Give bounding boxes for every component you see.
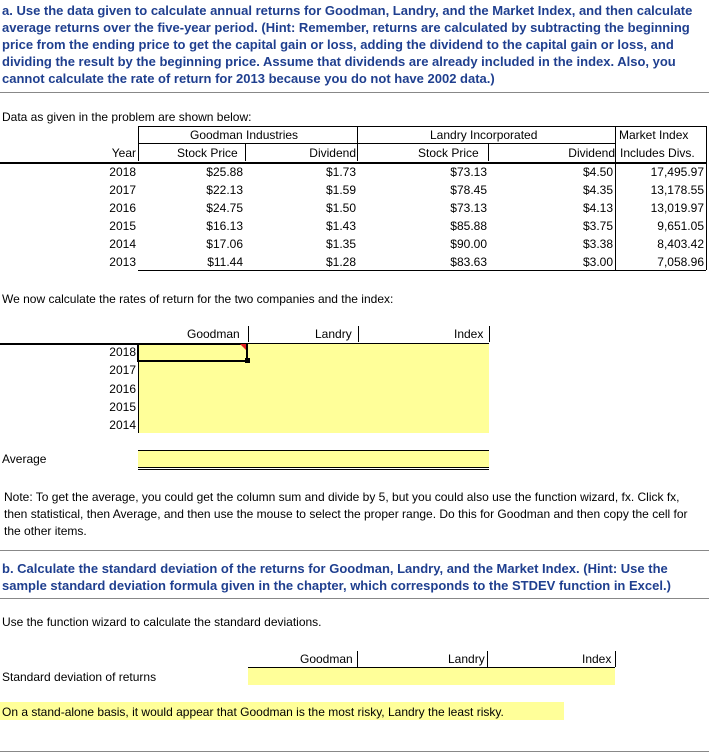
average-input-row[interactable] [138,451,489,467]
table-border [138,143,139,161]
table-border [357,143,615,144]
stdev-col-landry: Landry [448,652,485,666]
table-border [357,126,358,143]
row-index: 7,058.96 [657,255,704,269]
row-goodman-price: $22.13 [206,183,243,197]
col-border [357,651,358,667]
part-a-prompt: a. Use the data given to calculate annual returns for Goodman, Landry, and the Market Index, and then calculate average returns over the five-year period. (Hint: Remember, returns are calculated by subtracting the beginning price from the ending price to get the capital gain or loss, adding the dividend to the capital gain or loss, and dividing the result by the beginning price. Assume that dividends are already included in the index. Also, you cannot calculate the rate of return for 2013 because you do not have 2002 data.) [2,3,693,86]
row-landry-price: $78.45 [450,183,487,197]
row-goodman-dividend: $1.35 [325,237,356,251]
table-row [0,237,706,255]
row-goodman-price: $16.13 [206,219,243,233]
comment-indicator-icon [240,344,246,350]
table-row [0,201,706,219]
returns-year: 2015 [109,400,136,414]
average-bottom-border [138,467,489,472]
stdev-col-goodman: Goodman [300,652,353,666]
row-landry-price: $85.88 [450,219,487,233]
row-year: 2016 [109,201,136,215]
row-landry-price: $90.00 [450,237,487,251]
table-border [245,143,246,161]
divider [0,598,709,599]
row-goodman-price: $24.75 [206,201,243,215]
table-border [357,143,358,161]
stdev-input-row[interactable] [248,668,615,685]
average-label: Average [2,452,47,466]
conclusion-text: On a stand-alone basis, it would appear that Goodman is the most risky, Landry the least risky. [2,705,504,719]
table-border [488,143,489,161]
row-landry-price: $73.13 [450,201,487,215]
row-year: 2014 [109,237,136,251]
row-index: 9,651.05 [657,219,704,233]
data-intro: Data as given in the problem are shown below: [2,110,252,124]
selected-cell-goodman-2018[interactable] [137,343,248,362]
returns-year: 2014 [109,418,136,432]
col-border [138,344,139,433]
returns-col-landry: Landry [315,327,352,341]
table-bottom-border [138,270,706,271]
divider [0,550,709,551]
table-border [138,126,139,143]
row-index: 17,495.97 [650,165,704,179]
col-border [489,326,490,342]
row-goodman-price: $25.88 [206,165,243,179]
table-border [138,143,357,144]
col-year: Year [111,146,136,160]
row-goodman-dividend: $1.50 [325,201,356,215]
row-landry-dividend: $3.00 [582,255,613,269]
row-landry-dividend: $4.35 [582,183,613,197]
row-goodman-dividend: $1.73 [325,165,356,179]
row-landry-dividend: $3.38 [582,237,613,251]
returns-year: 2017 [109,363,136,377]
col-border [358,326,359,342]
row-index: 8,403.42 [657,237,704,251]
row-landry-dividend: $4.50 [582,165,613,179]
row-goodman-dividend: $1.43 [325,219,356,233]
stdev-col-index: Index [582,652,612,666]
part-b-prompt: b. Calculate the standard deviation of the returns for Goodman, Landry, and the Market Index. (Hint: Use the sample standard deviation formula given in the chapter, which corresponds to the STDEV function in Excel.) [2,561,671,593]
row-goodman-dividend: $1.59 [325,183,356,197]
table-row [0,219,706,237]
col-dividend-landry: Dividend [568,146,615,160]
table-border [706,126,707,270]
header-bottom-border [0,162,706,164]
divider [0,92,709,93]
row-year: 2018 [109,165,136,179]
row-landry-price: $83.63 [450,255,487,269]
group-landry: Landry Incorporated [430,128,538,142]
col-index: Includes Divs. [620,146,695,160]
row-landry-price: $73.13 [450,165,487,179]
divider [0,751,709,752]
row-year: 2013 [109,255,136,269]
group-goodman: Goodman Industries [190,128,299,142]
fill-handle[interactable] [245,358,250,363]
col-border [248,326,249,342]
row-goodman-price: $11.44 [207,255,243,269]
returns-year: 2018 [109,345,136,359]
table-top-border [138,126,706,127]
stdev-row-label: Standard deviation of returns [2,670,157,684]
col-dividend-goodman: Dividend [309,146,356,160]
col-border [487,651,488,667]
average-note: Note: To get the average, you could get the column sum and divide by 5, but you could also use the function wizard, fx. Click fx, then statistical, then Average, and then use the mouse to select the proper range. Do this for Goodman and then copy the cell for the other items. [4,490,688,538]
row-landry-dividend: $3.75 [582,219,613,233]
col-stock-price-goodman: Stock Price [177,146,238,160]
table-row [0,183,706,201]
col-stock-price-landry: Stock Price [418,146,479,160]
row-goodman-dividend: $1.28 [325,255,356,269]
row-year: 2017 [109,183,136,197]
returns-intro: We now calculate the rates of return for the two companies and the index: [2,292,394,306]
stdev-intro: Use the function wizard to calculate the standard deviations. [2,615,322,629]
row-index: 13,178.55 [650,183,704,197]
col-border [615,651,616,667]
returns-col-goodman: Goodman [187,327,240,341]
row-index: 13,019.97 [650,201,704,215]
table-row [0,165,706,183]
row-goodman-price: $17.06 [206,237,243,251]
row-year: 2015 [109,219,136,233]
row-landry-dividend: $4.13 [582,201,613,215]
group-market: Market Index [619,128,689,142]
returns-col-index: Index [454,327,484,341]
returns-year: 2016 [109,382,136,396]
